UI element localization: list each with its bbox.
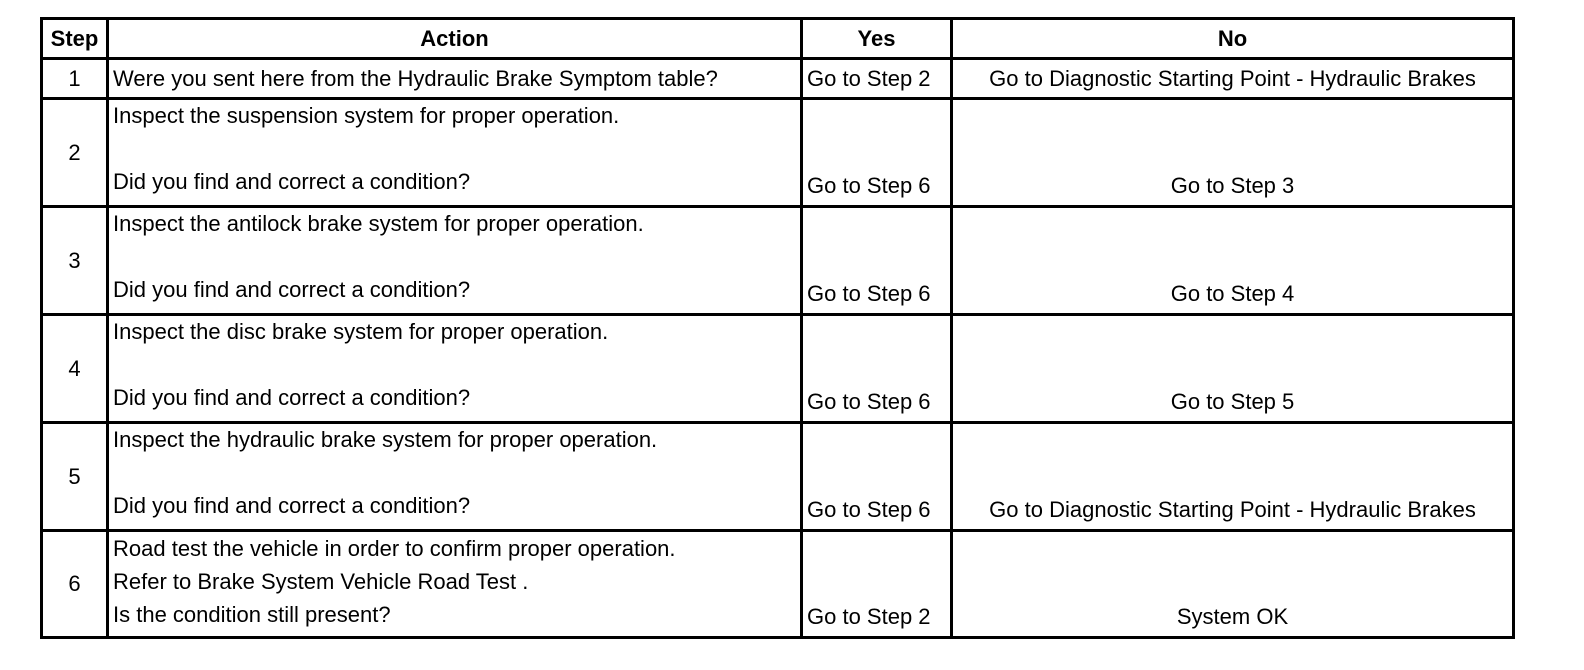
- header-action: Action: [108, 19, 802, 59]
- no-result: Go to Diagnostic Starting Point - Hydraulic Brakes: [952, 59, 1514, 99]
- yes-result: Go to Step 2: [802, 59, 952, 99]
- action-reference: Refer to Brake System Vehicle Road Test .: [113, 569, 529, 594]
- step-number: 4: [42, 315, 108, 423]
- action-cell: [108, 59, 802, 99]
- step-number: 5: [42, 423, 108, 531]
- yes-result: Go to Step 6: [802, 207, 952, 315]
- no-result: Go to Diagnostic Starting Point - Hydraulic Brakes: [952, 423, 1514, 531]
- table-row: [42, 531, 1514, 638]
- yes-result: Go to Step 2: [802, 531, 952, 638]
- yes-result: Go to Step 6: [802, 423, 952, 531]
- action-cell: [108, 315, 802, 423]
- action-cell: [108, 423, 802, 531]
- action-cell: [108, 99, 802, 207]
- header-row: [42, 19, 1514, 59]
- step-number: 6: [42, 531, 108, 638]
- no-result: System OK: [952, 531, 1514, 638]
- step-number: 2: [42, 99, 108, 207]
- table-row: [42, 59, 1514, 99]
- action-instruction: Inspect the hydraulic brake system for proper operation.: [113, 427, 658, 452]
- action-instruction: Inspect the suspension system for proper operation.: [113, 103, 620, 128]
- action-question: Did you find and correct a condition?: [113, 493, 471, 518]
- action-instruction: Road test the vehicle in order to confirm proper operation.: [113, 536, 676, 561]
- action-instruction: Inspect the antilock brake system for proper operation.: [113, 211, 644, 236]
- action-question: Did you find and correct a condition?: [113, 385, 471, 410]
- header-yes: Yes: [802, 19, 952, 59]
- no-result: Go to Step 3: [952, 99, 1514, 207]
- step-number: 1: [42, 59, 108, 99]
- diagnostic-table: [40, 17, 1515, 639]
- table-row: [42, 99, 1514, 207]
- action-text: Were you sent here from the Hydraulic Brake Symptom table?: [113, 65, 718, 91]
- header-step: Step: [42, 19, 108, 59]
- action-question: Did you find and correct a condition?: [113, 169, 471, 194]
- table-row: [42, 315, 1514, 423]
- yes-result: Go to Step 6: [802, 99, 952, 207]
- action-question: Did you find and correct a condition?: [113, 277, 471, 302]
- action-instruction: Inspect the disc brake system for proper operation.: [113, 319, 609, 344]
- no-result: Go to Step 5: [952, 315, 1514, 423]
- table-row: [42, 423, 1514, 531]
- action-cell: [108, 207, 802, 315]
- header-no: No: [952, 19, 1514, 59]
- action-cell: [108, 531, 802, 638]
- no-result: Go to Step 4: [952, 207, 1514, 315]
- table-row: [42, 207, 1514, 315]
- step-number: 3: [42, 207, 108, 315]
- yes-result: Go to Step 6: [802, 315, 952, 423]
- action-question: Is the condition still present?: [113, 602, 391, 627]
